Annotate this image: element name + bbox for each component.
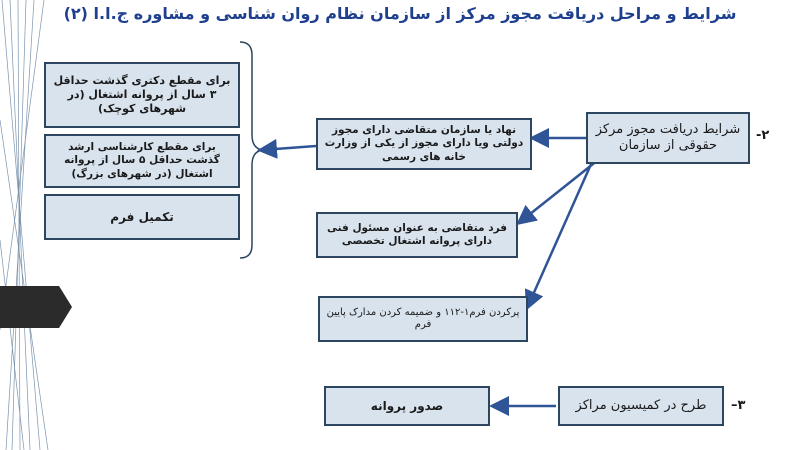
box-issue-license	[324, 386, 490, 426]
box-commission-text: طرح در کمیسیون مراکز	[575, 397, 707, 413]
box-main-conditions	[586, 112, 750, 164]
box-technical-manager	[316, 212, 518, 258]
box-masters-requirement	[44, 134, 240, 188]
step-number-two: -۲	[756, 128, 770, 143]
box-main-conditions-text: شرایط دریافت مجوز مرکز حقوقی از سازمان	[595, 121, 741, 153]
brace	[240, 42, 262, 258]
box-issue-license-text: صدور پروانه	[370, 398, 444, 413]
box-fill-form	[318, 296, 528, 342]
step-number-three: –۳	[731, 398, 746, 413]
box-technical-manager-text: فرد متقاضی به عنوان مسئول فنی دارای پروانه اشتغال تخصصی	[327, 221, 507, 247]
box-institution-text: نهاد یا سازمان متقاضی دارای مجوز دولتی ویا دارای مجوز از یکی از وزارت خانه های رسمی	[324, 124, 524, 163]
box-phd-requirement-text: برای مقطع دکتری گذشت حداقل ۳ سال از پروانه اشتغال (در شهرهای کوچک)	[53, 74, 231, 115]
box-complete-form	[44, 194, 240, 240]
arrow-institution-to-brace	[262, 146, 316, 150]
box-complete-form-text: تکمیل فرم	[110, 209, 174, 224]
box-institution	[316, 118, 532, 170]
box-commission	[558, 386, 724, 426]
arrow-main-to-form	[528, 162, 592, 306]
box-phd-requirement	[44, 62, 240, 128]
dark-pointer-tab	[0, 286, 72, 328]
slide-title: شرایط و مراحل دریافت مجوز مرکز از سازمان نظام روان شناسی و مشاوره ج.ا.ا (۲)	[63, 4, 737, 23]
box-masters-requirement-text: برای مقطع کارشناسی ارشد گذشت حداقل ۵ سال از پروانه اشتغال (در شهرهای بزرگ)	[64, 141, 220, 180]
box-fill-form-text: پرکردن فرم۱-۱۱۲ و ضمیمه کردن مدارک پایین فرم	[326, 306, 520, 330]
